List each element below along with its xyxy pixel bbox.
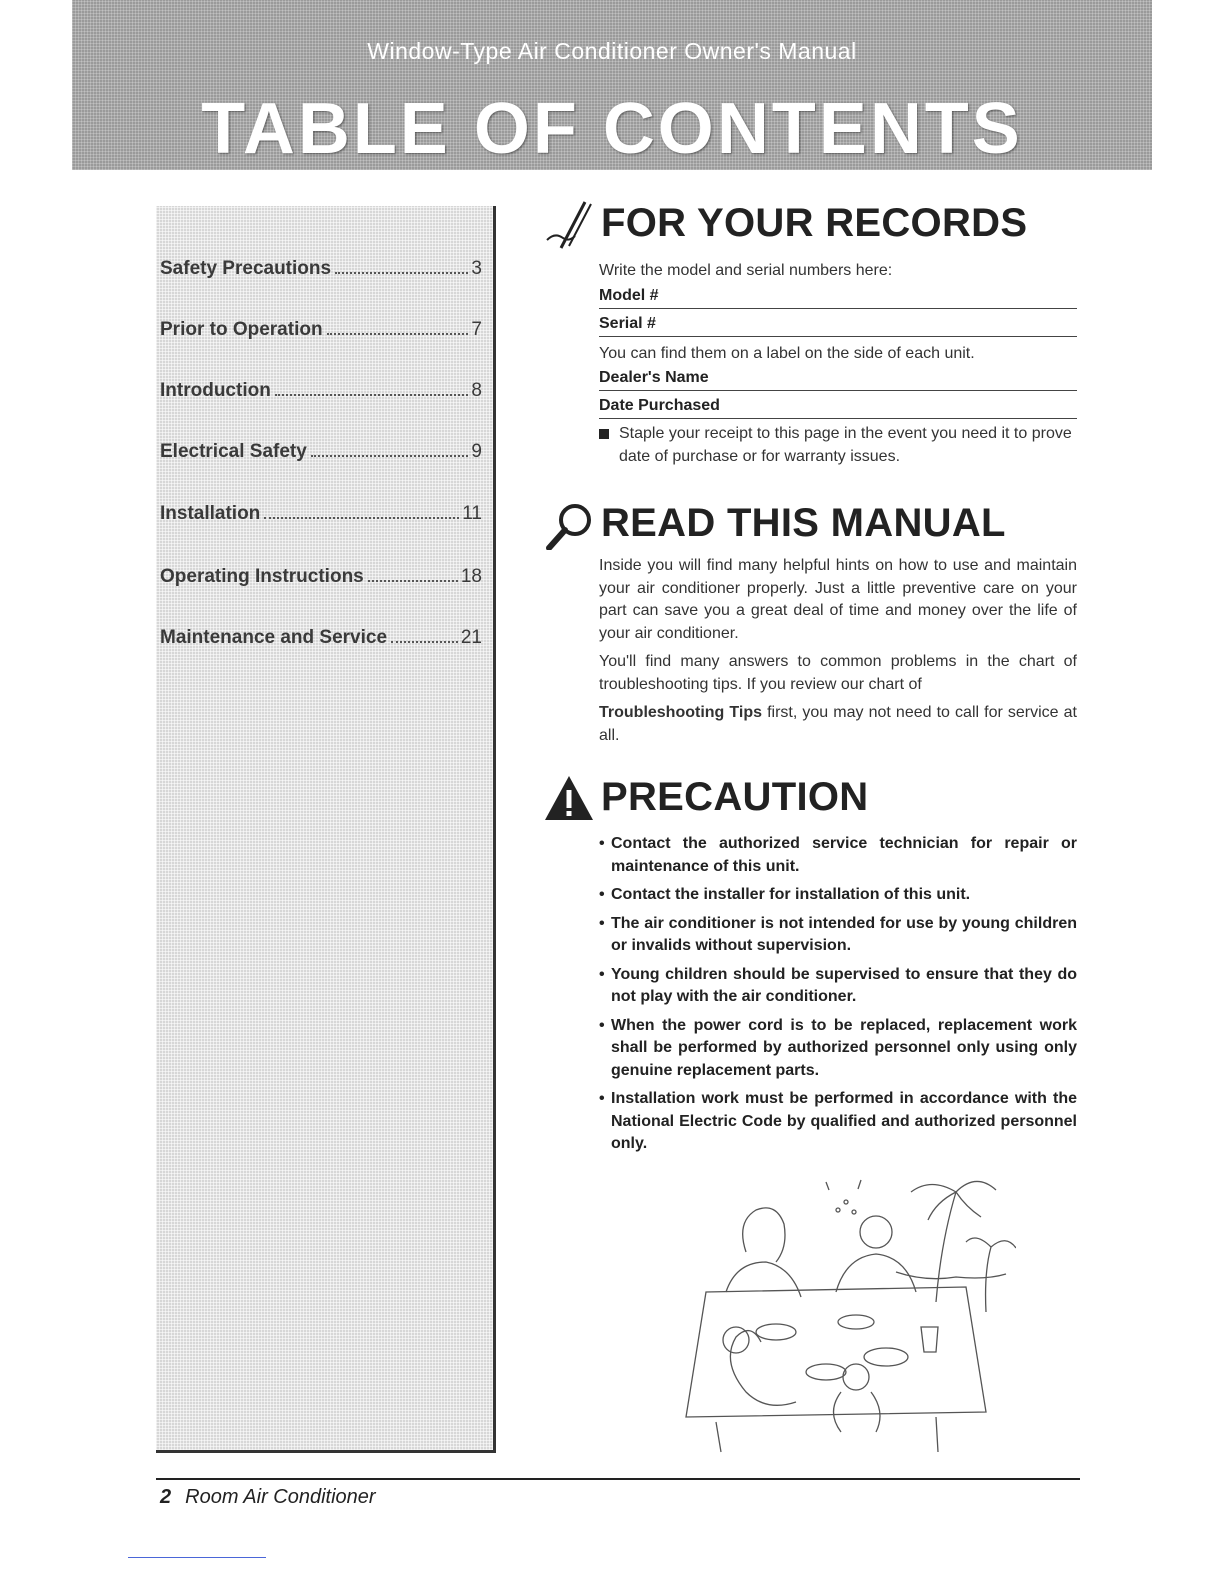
square-bullet-icon xyxy=(599,429,609,439)
toc-leader xyxy=(327,332,469,335)
toc-item-page: 21 xyxy=(460,627,482,648)
manual-title: READ THIS MANUAL xyxy=(601,500,1006,545)
scan-edge-line xyxy=(128,1557,266,1558)
staple-receipt-note xyxy=(599,423,1077,468)
precaution-list xyxy=(599,833,1077,1156)
records-intro: Write the model and serial numbers here: xyxy=(599,262,893,279)
toc-item-safety-precautions[interactable] xyxy=(160,246,482,280)
toc-item-operating-instructions[interactable] xyxy=(160,554,482,588)
dealer-name-field: Dealer's Name xyxy=(599,369,1077,391)
toc-item-page: 8 xyxy=(471,380,482,401)
page-footer xyxy=(160,1486,376,1509)
toc-item-page: 7 xyxy=(471,319,482,340)
page-number: 2 xyxy=(160,1486,172,1508)
model-number-field: Model # xyxy=(599,287,1077,309)
manual-paragraph-3 xyxy=(599,702,1077,747)
bullet-icon: • xyxy=(599,965,605,983)
toc-leader xyxy=(335,271,468,274)
precaution-item xyxy=(599,833,1077,878)
precaution-item xyxy=(599,1088,1077,1156)
precaution-heading xyxy=(541,770,868,824)
staple-receipt-text: Staple your receipt to this page in the event you need it to prove date of purchase or for warranty issues. xyxy=(619,425,1072,465)
toc-item-prior-to-operation[interactable] xyxy=(160,307,482,341)
pencil-check-icon xyxy=(541,196,597,250)
troubleshooting-tips-label: Troubleshooting Tips xyxy=(599,704,763,721)
bullet-icon: • xyxy=(599,1090,605,1107)
toc-panel xyxy=(156,206,496,1453)
precaution-item-text: The air conditioner is not intended for use by young children or invalids without supervision. xyxy=(611,914,1077,954)
precaution-title: PRECAUTION xyxy=(601,774,869,819)
header-banner xyxy=(72,0,1152,170)
precaution-item xyxy=(599,964,1077,1009)
precaution-item-text: Installation work must be performed in accordance with the National Electric Code by qualified and authorized personnel only. xyxy=(611,1090,1077,1152)
toc-item-label: Prior to Operation xyxy=(160,319,323,340)
precaution-item-text: When the power cord is to be replaced, replacement work shall be performed by authorized personnel only using only genuine replacement parts. xyxy=(611,1016,1077,1079)
toc-item-label: Introduction xyxy=(160,380,271,401)
toc-item-label: Operating Instructions xyxy=(160,566,364,587)
manual-section xyxy=(599,555,1077,747)
precaution-item-text: Contact the authorized service technician for repair or maintenance of this unit. xyxy=(611,835,1077,875)
toc-leader xyxy=(311,454,469,457)
date-purchased-field: Date Purchased xyxy=(599,397,1077,419)
precaution-item-text: Young children should be supervised to ensure that they do not play with the air conditioner. xyxy=(611,965,1077,1005)
toc-item-label: Installation xyxy=(160,503,261,524)
toc-item-page: 9 xyxy=(471,441,482,462)
toc-leader xyxy=(264,516,459,519)
toc-item-page: 3 xyxy=(471,258,482,279)
toc-item-installation[interactable] xyxy=(160,491,482,525)
toc-item-label: Safety Precautions xyxy=(160,258,332,279)
footer-rule xyxy=(156,1478,1080,1480)
toc-item-introduction[interactable] xyxy=(160,368,482,402)
serial-number-field: Serial # xyxy=(599,315,1077,337)
toc-item-electrical-safety[interactable] xyxy=(160,429,482,463)
warning-icon xyxy=(541,770,597,824)
toc-leader xyxy=(275,393,469,396)
toc-leader xyxy=(368,579,458,582)
toc-leader xyxy=(391,640,458,643)
toc-item-label: Maintenance and Service xyxy=(160,627,388,648)
toc-item-page: 11 xyxy=(462,503,482,524)
manual-paragraph-1: Inside you will find many helpful hints on how to use and maintain your air conditioner properly. Just a little preventive care on your part can save you a great deal of time and money over the life of your air conditioner. xyxy=(599,557,1077,642)
precaution-item-text: Contact the installer for installation of this unit. xyxy=(611,886,971,903)
page-title: TABLE OF CONTENTS xyxy=(201,89,1023,169)
precaution-item xyxy=(599,913,1077,958)
magnifier-icon xyxy=(541,496,597,550)
bullet-icon: • xyxy=(599,914,605,932)
records-title: FOR YOUR RECORDS xyxy=(601,200,1028,245)
family-picnic-illustration xyxy=(666,1162,1016,1462)
bullet-icon: • xyxy=(599,835,605,852)
toc-item-maintenance-and-service[interactable] xyxy=(160,615,482,649)
bullet-icon: • xyxy=(599,1016,605,1034)
records-find-text: You can find them on a label on the side of each unit. xyxy=(599,344,975,362)
manual-subtitle: Window-Type Air Conditioner Owner's Manual xyxy=(367,38,857,64)
manual-paragraph-2: You'll find many answers to common problems in the chart of troubleshooting tips. If you review our chart of xyxy=(599,653,1077,693)
precaution-item xyxy=(599,884,1077,907)
manual-paragraph-3-text: first, you may not need to call for service at all. xyxy=(599,704,1077,744)
records-section xyxy=(599,260,1077,468)
precaution-item xyxy=(599,1015,1077,1083)
footer-text: Room Air Conditioner xyxy=(185,1486,376,1508)
toc-item-label: Electrical Safety xyxy=(160,441,307,462)
records-heading xyxy=(541,196,1027,250)
manual-heading xyxy=(541,496,1006,550)
toc-item-page: 18 xyxy=(460,566,482,587)
bullet-icon: • xyxy=(599,886,605,903)
